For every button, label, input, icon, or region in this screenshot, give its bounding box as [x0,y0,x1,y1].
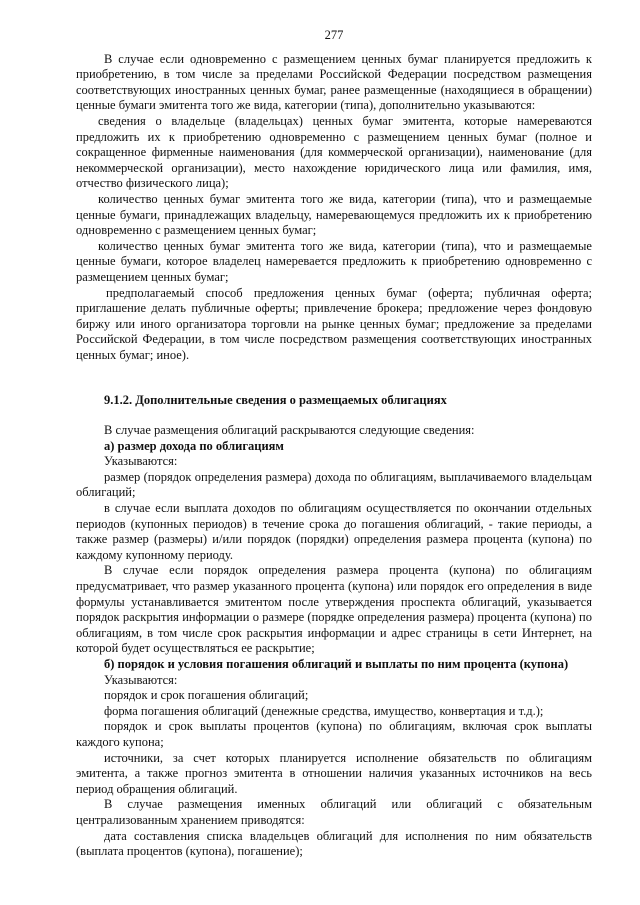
paragraph-owner-quantity: количество ценных бумаг эмитента того же вида, категории (типа), что и размещаемые ценные бумаги, принадлежащих владельцу, намеревающемуся предложить их к приобретению одновременно с размещением ценных бумаг; [76,191,592,238]
label-specified-a: Указываются: [104,454,178,469]
paragraph-redemption-form: форма погашения облигаций (денежные средства, имущество, конвертация и т.д.); [104,703,544,718]
paragraph-offer-method: предполагаемый способ предложения ценных бумаг (оферта; публичная оферта; приглашение делать публичные оферты; привлечение брокера; предложение через фондовую биржу или иного организатора торговли на рынке ценных бумаг; предложение за пределами Российской Федерации, в том числе посредством размещения соответствующих иностранных ценных бумаг; иное). [76,285,592,362]
label-specified-b: Указываются: [104,672,178,687]
paragraph-coupon-payment: порядок и срок выплаты процентов (купона) по облигациям, включая срок выплаты каждого купона; [76,719,592,749]
paragraph-income-size: размер (порядок определения размера) дохода по облигациям, выплачиваемого владельцам облигаций; [76,469,592,500]
section-heading: 9.1.2. Дополнительные сведения о размещаемых облигациях [104,393,447,408]
page-number: 277 [324,28,344,42]
paragraph-funding-sources: источники, за счет которых планируется исполнение обязательств по облигациям эмитента, а также прогноз эмитента в отношении наличия указанных источников на весь период обращения облигаций. [76,750,592,796]
subheading-redemption: б) порядок и условия погашения облигаций и выплаты по ним процента (купона) [104,656,569,671]
subheading-income: а) размер дохода по облигациям [104,438,284,453]
paragraph-coupon-periods: в случае если выплата доходов по облигациям осуществляется по окончании отдельных периодов (купонных периодов) в течение срока до погашения облигаций, - такие периоды, а также размер (размеры) и/или порядок (порядки) определения размера процента (купона) по каждому купонному периоду. [76,501,592,562]
paragraph-owner-info: сведения о владельце (владельцах) ценных бумаг эмитента, которые намереваются предложить их к приобретению одновременно с размещением ценных бумаг (полное и сокращенное фирменные наименования (для коммерческой организации), наименование (для некоммерческой организации), место нахождение юридического лица или фамилия, имя, отчество физического лица); [76,113,592,191]
paragraph-offering-intro: В случае если одновременно с размещением ценных бумаг планируется предложить к приобретению, в том числе за пределами Российской Федерации посредством размещения соответствующих иностранных ценных бумаг, ранее размещенные (находящиеся в обращении) ценные бумаги эмитента того же вида, категории (типа), дополнительно указываются: [76,51,592,113]
paragraph-offered-quantity: количество ценных бумаг эмитента того же вида, категории (типа), что и размещаемые ценные бумаги, которое владелец намеревается предложить к приобретению одновременно с размещением ценных бумаг; [76,238,592,284]
document-page [76,28,592,860]
paragraph-registered-bonds: В случае размещения именных облигаций или облигаций с обязательным централизованным хранением приводятся: [76,797,592,827]
paragraph-holder-list-date: дата составления списка владельцев облигаций для исполнения по ним обязательств (выплата процентов (купона), погашение); [76,828,592,859]
paragraph-redemption-order: порядок и срок погашения облигаций; [104,688,309,703]
paragraph-bonds-intro: В случае размещения облигаций раскрываются следующие сведения: [104,423,475,438]
paragraph-coupon-disclosure: В случае если порядок определения размера процента (купона) по облигациям предусматривает, что размер указанного процента (купона) или порядок его определения в виде формулы устанавливается эмитентом после утверждения проспекта облигаций, указывается порядок раскрытия информации о размере (порядке определения размера) процента (купона) по облигациям, в том числе срок раскрытия информации и адрес страницы в сети Интернет, на которой будет осуществляться ее раскрытие; [76,563,592,656]
